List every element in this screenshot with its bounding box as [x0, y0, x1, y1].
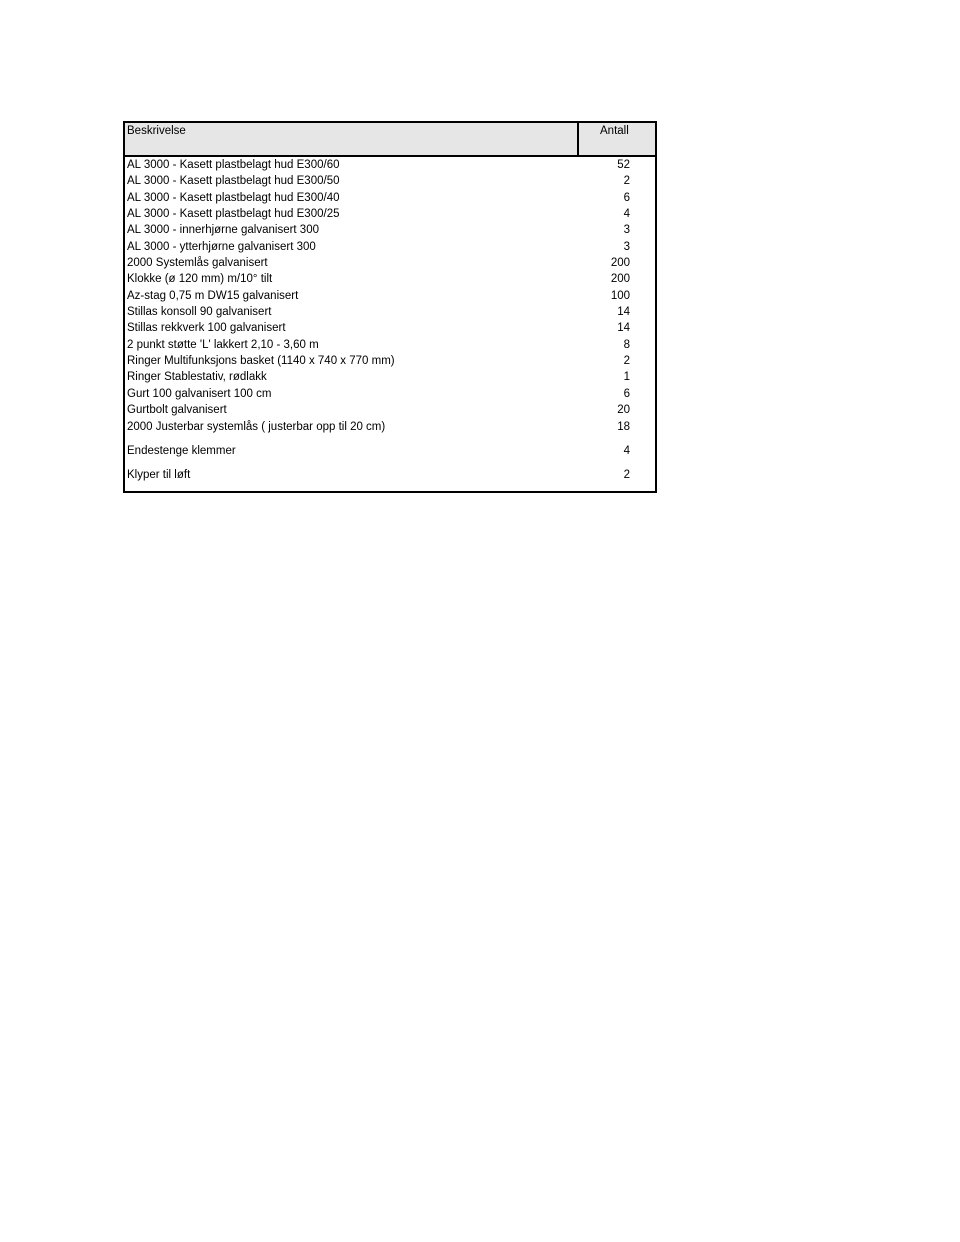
row-description: AL 3000 - Kasett plastbelagt hud E300/60 — [127, 159, 340, 171]
row-description: 2000 Systemlås galvanisert — [127, 257, 268, 270]
table-row — [125, 304, 655, 320]
table-row — [125, 255, 655, 271]
row-description: Endestenge klemmer — [127, 444, 236, 457]
header-quantity: Antall — [600, 125, 629, 137]
row-description: Stillas rekkverk 100 galvanisert — [127, 322, 286, 335]
row-description: AL 3000 - ytterhjørne galvanisert 300 — [127, 240, 316, 253]
row-quantity: 18 — [617, 420, 630, 433]
row-quantity: 4 — [623, 208, 630, 221]
row-quantity: 4 — [623, 444, 630, 457]
table-body — [125, 157, 655, 484]
table-row — [125, 190, 655, 206]
row-description: 2000 Justerbar systemlås ( justerbar opp til 20 cm) — [127, 420, 386, 433]
parts-table — [123, 121, 657, 493]
row-description: AL 3000 - innerhjørne galvanisert 300 — [127, 224, 319, 237]
table-row — [125, 337, 655, 353]
row-description: 2 punkt støtte 'L' lakkert 2,10 - 3,60 m — [127, 338, 319, 351]
row-description: Stillas konsoll 90 galvanisert — [127, 306, 272, 319]
row-quantity: 2 — [623, 175, 630, 188]
table-row — [125, 239, 655, 255]
table-row — [125, 173, 655, 189]
row-description: AL 3000 - Kasett plastbelagt hud E300/25 — [127, 208, 340, 221]
row-description: AL 3000 - Kasett plastbelagt hud E300/40 — [127, 191, 340, 204]
table-row — [125, 467, 655, 483]
row-quantity: 3 — [623, 240, 630, 253]
table-row — [125, 369, 655, 385]
row-quantity: 2 — [623, 469, 630, 482]
row-description: AL 3000 - Kasett plastbelagt hud E300/50 — [127, 175, 340, 188]
row-description: Gurt 100 galvanisert 100 cm — [127, 387, 272, 400]
row-description: Ringer Stablestativ, rødlakk — [127, 371, 267, 384]
row-quantity: 200 — [610, 273, 630, 286]
table-row — [125, 157, 655, 173]
row-quantity: 200 — [610, 257, 630, 270]
row-quantity: 1 — [623, 371, 630, 384]
table-row — [125, 222, 655, 238]
row-quantity: 3 — [623, 224, 630, 237]
table-row — [125, 353, 655, 369]
row-quantity: 14 — [617, 322, 630, 335]
table-row — [125, 419, 655, 435]
header-description: Beskrivelse — [125, 123, 579, 155]
table-row — [125, 402, 655, 418]
row-quantity: 8 — [623, 338, 630, 351]
row-quantity: 2 — [623, 355, 630, 368]
row-quantity: 100 — [610, 289, 630, 302]
row-quantity: 6 — [623, 387, 630, 400]
row-description: Gurtbolt galvanisert — [127, 404, 227, 417]
row-description: Ringer Multifunksjons basket (1140 x 740 x 770 mm) — [127, 355, 395, 368]
row-quantity: 6 — [623, 191, 630, 204]
row-quantity: 20 — [617, 404, 630, 417]
table-row — [125, 320, 655, 336]
row-quantity: 14 — [617, 306, 630, 319]
row-description: Az-stag 0,75 m DW15 galvanisert — [127, 289, 299, 302]
row-quantity: 52 — [617, 159, 630, 171]
row-description: Klyper til løft — [127, 469, 191, 482]
row-description: Klokke (ø 120 mm) m/10° tilt — [127, 273, 273, 286]
table-row — [125, 206, 655, 222]
table-row — [125, 386, 655, 402]
table-row — [125, 271, 655, 287]
table-row — [125, 288, 655, 304]
table-row — [125, 443, 655, 459]
table-header — [125, 123, 655, 157]
